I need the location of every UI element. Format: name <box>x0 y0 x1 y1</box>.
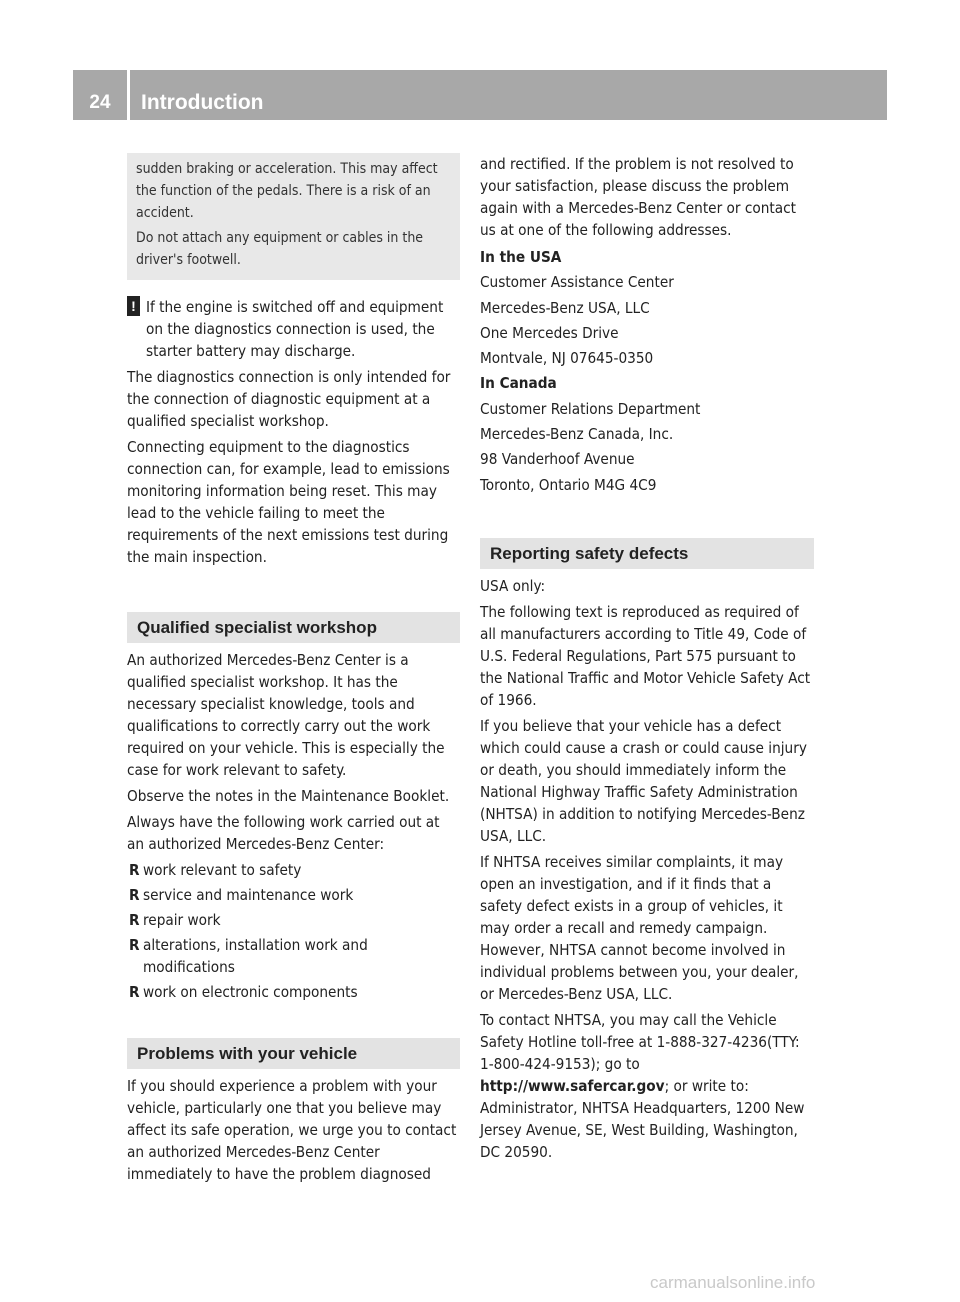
bullet-icon: R <box>129 936 140 954</box>
list-item: R service and maintenance work <box>129 886 354 904</box>
defects-paragraph: USA only: <box>480 576 546 595</box>
bullet-icon: R <box>129 911 140 929</box>
bullet-icon: R <box>129 983 140 1001</box>
problems-paragraph-continued: and rectified. If the problem is not resolved to your satisfaction, please discuss the problem again with a Mercedes-Benz Center or contact us at one of the following addresses. <box>480 155 796 239</box>
contact-paragraph: To contact NHTSA, you may call the Vehicle Safety Hotline toll-free at 1-888-327-4236(TTY: 1-800-424-9153); go to http://www.safercar.gov; or write to: Administrator, NHTSA Headquarters, 1200 New Jersey Avenue, SE, West Building, Washington, DC 20590. <box>480 1010 805 1161</box>
defects-paragraph: If NHTSA receives similar complaints, it may open an investigation, and if it finds that a safety defect exists in a group of vehicles, it may order a recall and remedy campaign. However, NHTSA cannot become involved in individual problems between you, your dealer, or Mercedes-Benz USA, LLC. <box>480 852 799 1003</box>
warning-box <box>127 153 460 280</box>
list-item: R work on electronic components <box>129 983 358 1001</box>
address-line: One Mercedes Drive <box>480 323 619 342</box>
canada-label: In Canada <box>480 374 557 393</box>
workshop-heading: Qualified specialist workshop <box>127 612 460 643</box>
bullet-icon: R <box>129 886 140 904</box>
diagnostics-paragraph: The diagnostics connection is only intended for the connection of diagnostic equipment at a qualified specialist workshop. <box>127 368 451 430</box>
address-line: 98 Vanderhoof Avenue <box>480 450 635 469</box>
usa-label: In the USA <box>480 248 562 266</box>
list-item: R repair work <box>129 911 221 929</box>
address-line: Toronto, Ontario M4G 4C9 <box>480 475 657 494</box>
defects-paragraph: If you believe that your vehicle has a defect which could cause a crash or could cause injury or death, you should immediately inform the National Highway Traffic Safety Administration (NHTSA) in addition to notifying Mercedes-Benz USA, LLC. <box>480 716 807 845</box>
work-list <box>127 859 460 1003</box>
left-column <box>127 153 460 1189</box>
section-title: Introduction <box>141 91 264 114</box>
warning-text-1: sudden braking or acceleration. This may affect the function of the pedals. There is a risk of an accident. <box>136 161 438 221</box>
notice <box>127 296 460 362</box>
address-block <box>480 245 814 498</box>
workshop-paragraph: An authorized Mercedes-Benz Center is a qualified specialist workshop. It has the necessary specialist knowledge, tools and qualifications to correctly carry out the work required on your vehicle. This is especially the case for work relevant to safety. <box>127 651 445 779</box>
safercar-link[interactable]: http://www.safercar.gov <box>480 1076 665 1095</box>
workshop-paragraph: Observe the notes in the Maintenance Booklet. <box>127 787 450 805</box>
problems-heading: Problems with your vehicle <box>127 1038 460 1069</box>
address-line: Mercedes-Benz USA, LLC <box>480 298 650 317</box>
watermark: carmanualsonline.info <box>650 1273 816 1292</box>
problems-paragraph: If you should experience a problem with your vehicle, particularly one that you believe may affect its safe operation, we urge you to contact an authorized Mercedes-Benz Center immediately to have the problem diagnosed <box>127 1077 457 1183</box>
defects-paragraph: The following text is reproduced as required of all manufacturers according to Title 49, Code of U.S. Federal Regulations, Part 575 pursuant to the National Traffic and Motor Vehicle Safety Act of 1966. <box>480 602 811 709</box>
notice-text: If the engine is switched off and equipment on the diagnostics connection is used, the starter battery may discharge. <box>146 298 444 360</box>
address-line: Customer Relations Department <box>480 399 701 418</box>
address-line: Customer Assistance Center <box>480 273 674 292</box>
address-line: Mercedes-Benz Canada, Inc. <box>480 425 674 444</box>
address-line: Montvale, NJ 07645-0350 <box>480 349 654 368</box>
workshop-paragraph: Always have the following work carried out at an authorized Mercedes-Benz Center: <box>127 813 440 853</box>
defects-heading: Reporting safety defects <box>480 538 814 569</box>
bullet-icon: R <box>129 861 140 879</box>
header-divider <box>127 70 130 120</box>
page-number: 24 <box>89 92 111 113</box>
exclamation-icon: ! <box>127 296 140 316</box>
diagnostics-paragraph: Connecting equipment to the diagnostics connection can, for example, lead to emissions monitoring information being reset. This may lead to the vehicle failing to meet the requirements of the next emissions test during the main inspection. <box>127 438 450 566</box>
list-item: R alterations, installation work and modifications <box>129 936 368 976</box>
page-header <box>73 70 887 120</box>
warning-text-2: Do not attach any equipment or cables in the driver's footwell. <box>136 230 424 268</box>
right-column <box>480 153 814 1167</box>
list-item: R work relevant to safety <box>129 861 302 879</box>
